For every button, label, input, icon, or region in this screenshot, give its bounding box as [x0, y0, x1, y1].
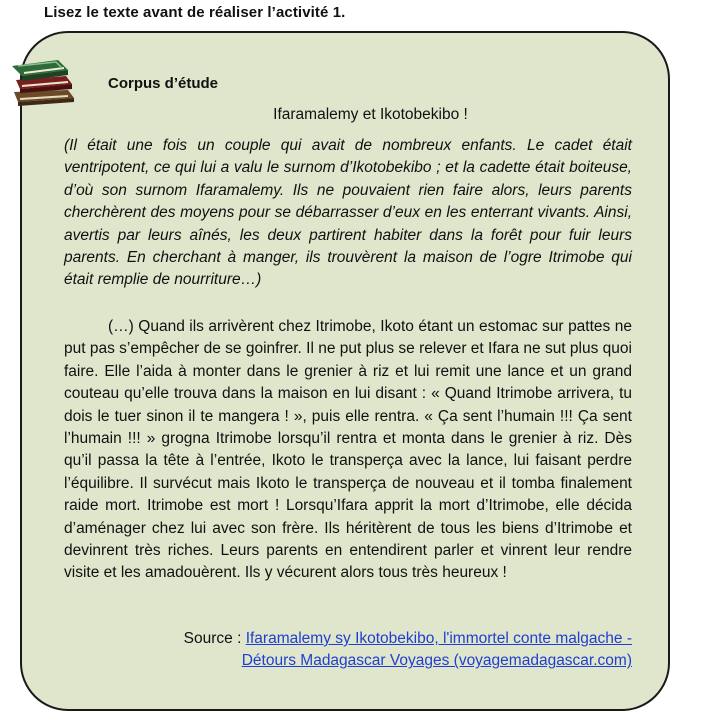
story-body-paragraph: (…) Quand ils arrivèrent chez Itrimobe, Ikoto étant un estomac sur pattes ne put pas s’empêcher de se goinfrer. Il ne put plus se relever et Ifara ne sut plus quoi faire. Elle l’aida à monter dans le grenier à riz et lui remit une lance et un grand couteau qu’elle trouva dans la maison en lui disant : « Quand Itrimobe arrivera, tu dois le tuer sinon il te mangera ! », puis elle rentra. « Ça sent l’humain !!! Ça sent l’humain !!! » grogna Itrimobe lorsqu’il rentra et monta dans le grenier à riz. Dès qu’il passa la tête à l’entrée, Ikoto le transperça avec la lance, lui faisant perdre l’équilibre. Il survécut mais Ikoto le transperça de nouveau et il tomba finalement raide mort. Itrimobe est mort ! Lorsqu’Ifara apprit la mort d’Itrimobe, elle décida d’aménager chez lui avec son frère. Ils héritèrent de tous les biens d’Itrimobe et devinrent très riches. Leurs parents en entendirent parler et vinrent leur rendre visite et les amadouèrent. Ils y vécurent alors tous très heureux ! — [64, 318, 632, 582]
story-intro-paragraph: (Il était une fois un couple qui avait de nombreux enfants. Le cadet était ventripotent, ce qui lui a valu le surnom d’Ikotobekibo ; et la cadette était boiteuse, d’où son surnom Ifaramalemy. Ils ne pouvaient rien faire alors, leurs parents cherchèrent des moyens pour se débarrasser d’eux en les enterrant vivants. Ainsi, avertis par leurs aînés, les deux partirent habiter dans la forêt pour fuir leurs parents. En cherchant à manger, ils trouvèrent la maison de l’ogre Itrimobe qui était remplie de nourriture…) — [64, 137, 632, 289]
source-link[interactable] — [242, 630, 632, 669]
source-label: Source : — [183, 630, 246, 647]
card-heading: Corpus d’étude — [108, 75, 219, 92]
story-title: Ifaramalemy et Ikotobekibo ! — [273, 106, 468, 123]
instruction-text: Lisez le texte avant de réaliser l’activité 1. — [44, 4, 346, 21]
source-citation — [184, 628, 632, 673]
stacked-books-icon — [8, 52, 80, 108]
source-link-line2: Détours Madagascar Voyages (voyagemadagascar.com) — [241, 652, 632, 670]
source-link-line1: Ifaramalemy sy Ikotobekibo, l'immortel conte malgache - — [245, 630, 632, 647]
